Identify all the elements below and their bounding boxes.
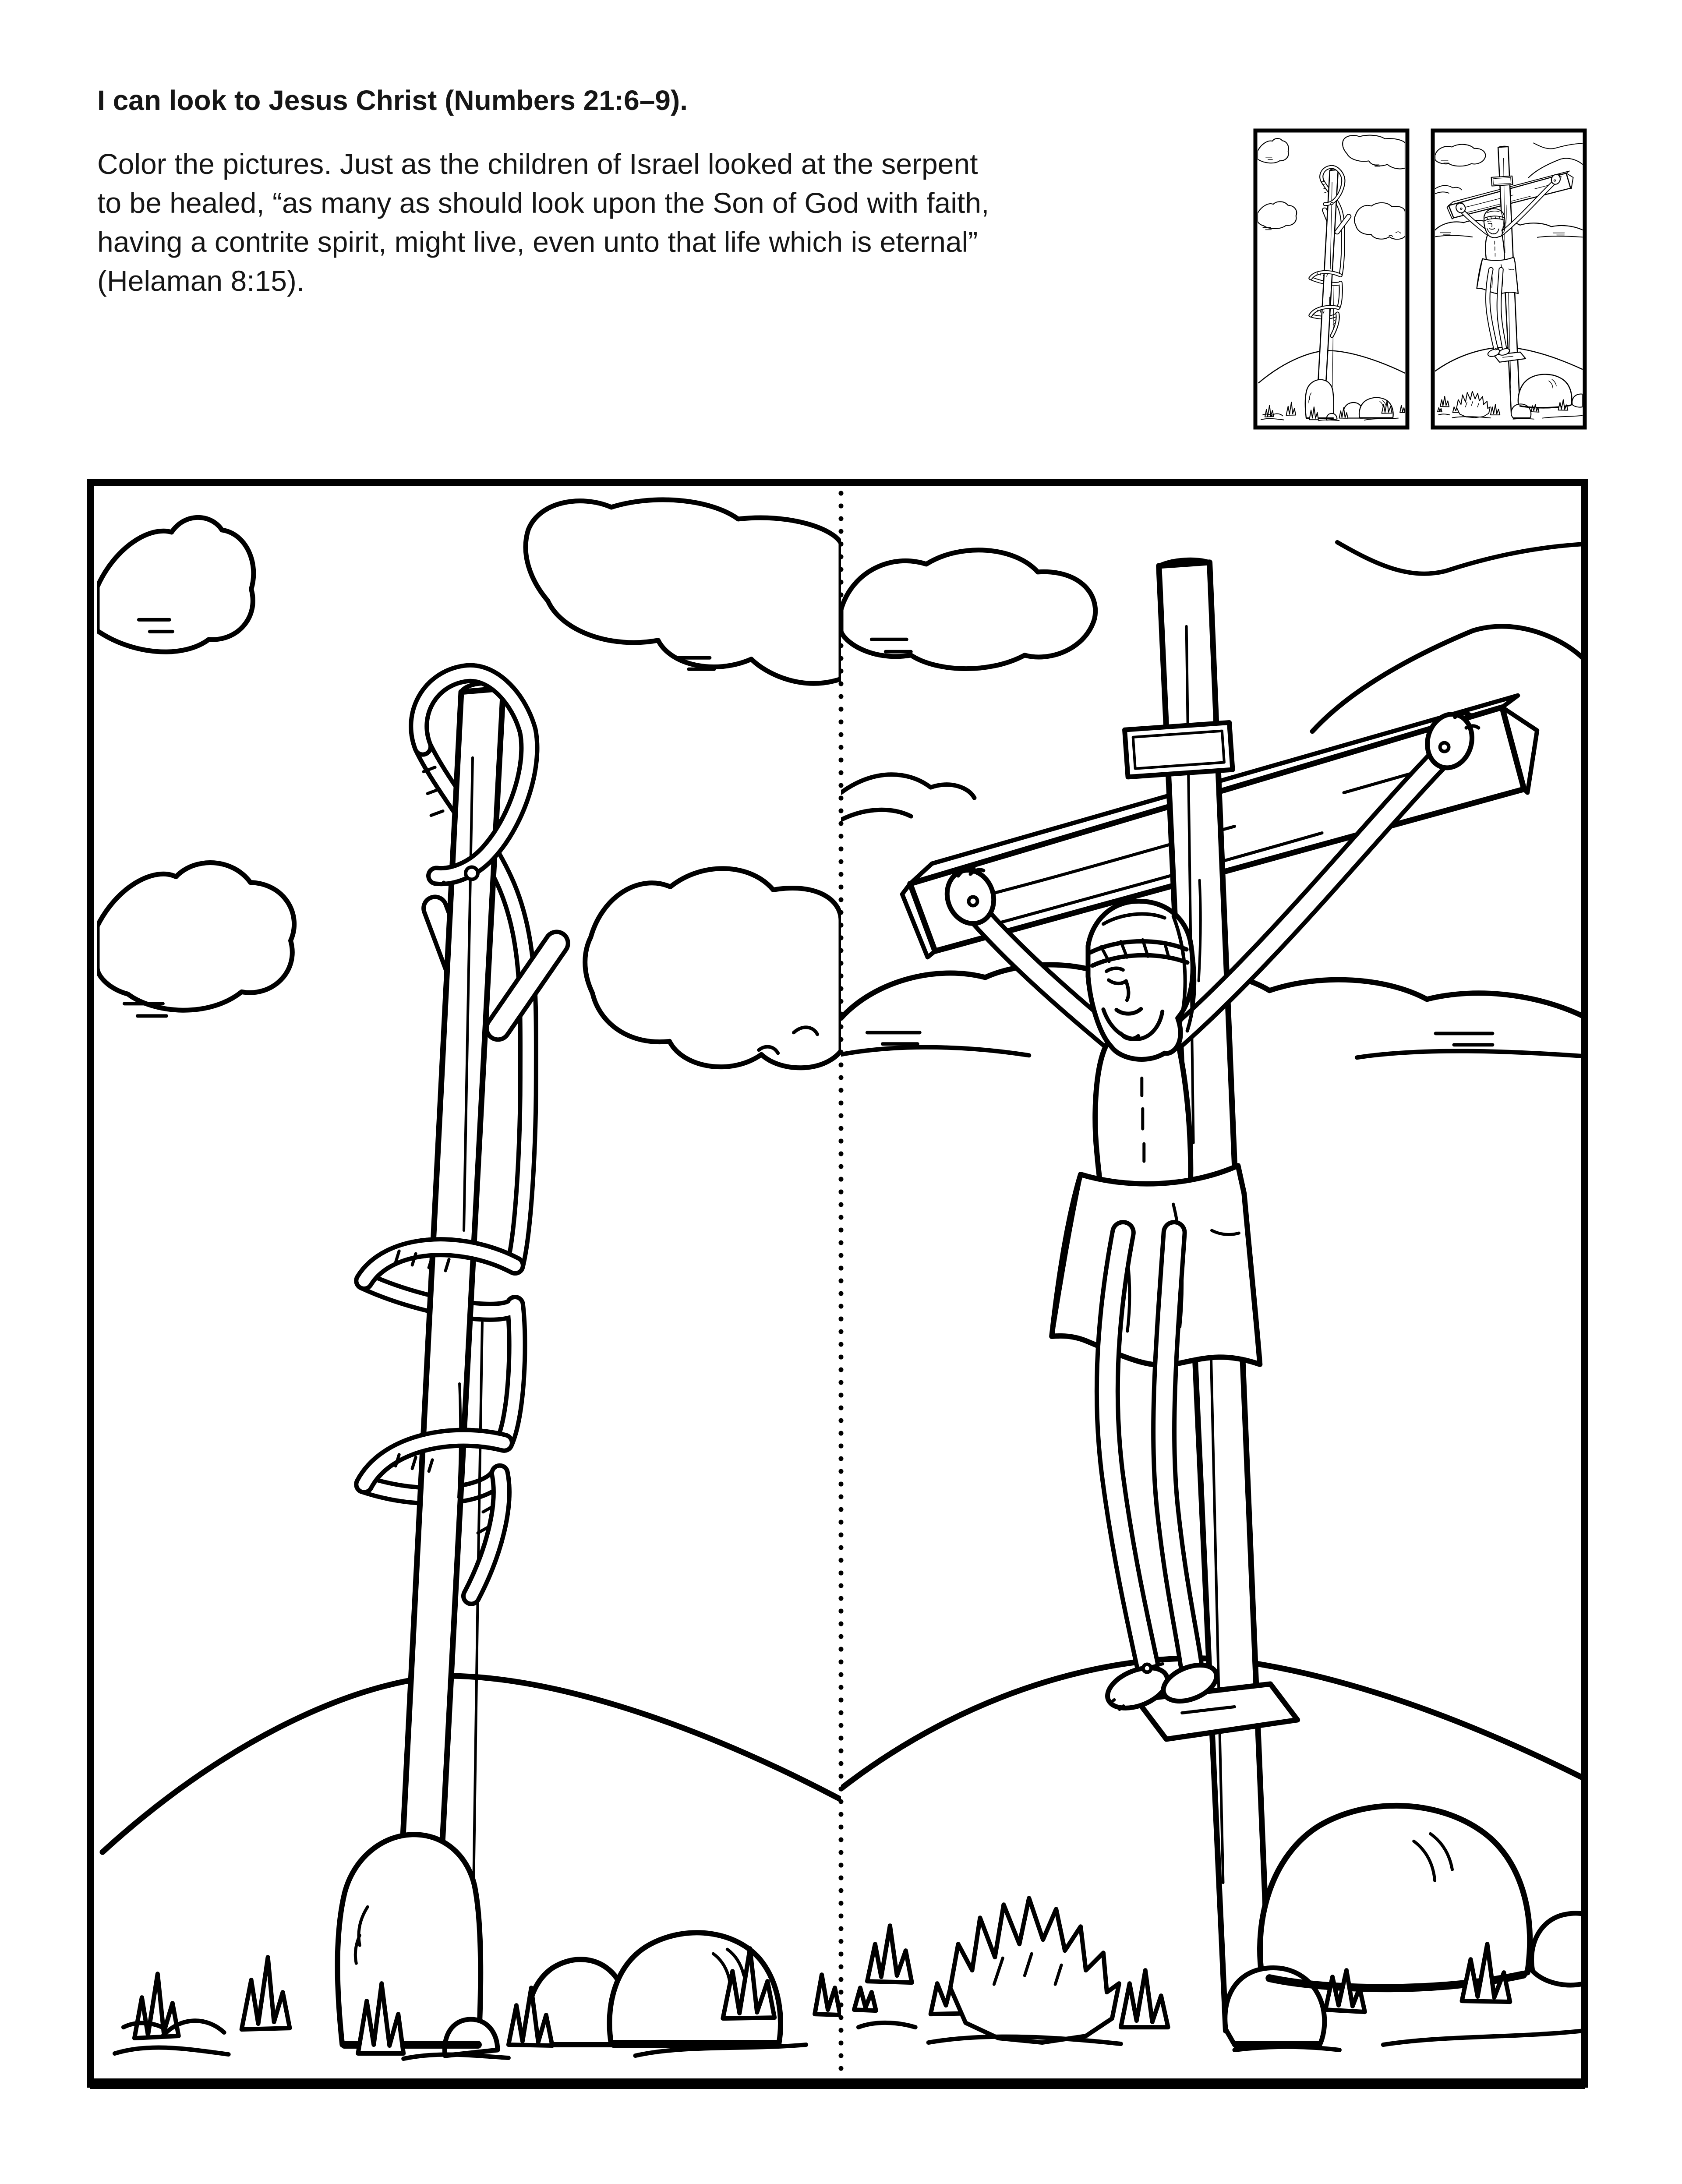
instructions-line: having a contrite spirit, might live, even unto that life which is eternal” [97,226,978,258]
instructions-line: (Helaman 8:15). [97,265,305,297]
serpent-on-pole-thumbnail [1255,131,1407,428]
serpent-on-pole-panel [97,500,841,2059]
instructions-line: Color the pictures. Just as the children of Israel looked at the serpent [97,148,978,180]
page-title: I can look to Jesus Christ (Numbers 21:6–9). [97,85,688,116]
crucifixion-panel [841,542,1584,2050]
crucifixion-thumbnail [1433,131,1585,428]
instructions-line: to be healed, “as many as should look upon the Son of God with faith, [97,187,989,219]
